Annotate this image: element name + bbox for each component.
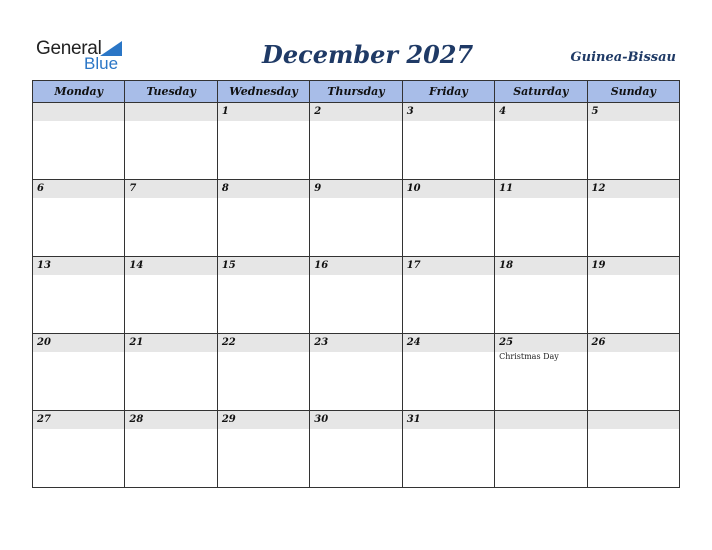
logo-blue-text: Blue — [84, 54, 119, 73]
day-number: 25 — [495, 334, 586, 352]
day-number — [495, 411, 586, 429]
day-cell — [310, 103, 402, 180]
weekday-header: Wednesday — [217, 81, 309, 103]
day-cell — [310, 257, 402, 334]
weekday-header: Monday — [33, 81, 125, 103]
day-number: 10 — [403, 180, 494, 198]
day-number: 22 — [218, 334, 309, 352]
day-number: 31 — [403, 411, 494, 429]
day-cell — [125, 334, 217, 411]
weekday-header: Sunday — [587, 81, 679, 103]
week-row — [33, 411, 680, 488]
day-number: 18 — [495, 257, 586, 275]
weekday-header: Friday — [402, 81, 494, 103]
day-cell — [217, 180, 309, 257]
day-number: 14 — [125, 257, 216, 275]
day-number: 30 — [310, 411, 401, 429]
day-number: 9 — [310, 180, 401, 198]
day-cell — [587, 411, 679, 488]
day-cell — [402, 180, 494, 257]
day-cell — [33, 103, 125, 180]
day-cell — [33, 334, 125, 411]
weekday-header: Thursday — [310, 81, 402, 103]
day-number: 5 — [588, 103, 679, 121]
day-cell — [33, 180, 125, 257]
week-row — [33, 334, 680, 411]
day-cell — [495, 411, 587, 488]
day-cell — [402, 103, 494, 180]
day-cell — [495, 103, 587, 180]
day-cell — [587, 180, 679, 257]
day-number: 16 — [310, 257, 401, 275]
day-number: 17 — [403, 257, 494, 275]
week-row — [33, 180, 680, 257]
day-cell — [495, 180, 587, 257]
day-number: 2 — [310, 103, 401, 121]
day-cell — [310, 180, 402, 257]
country-label: Guinea-Bissau — [570, 50, 676, 65]
day-number: 12 — [588, 180, 679, 198]
day-cell — [310, 411, 402, 488]
weekday-header-row — [33, 81, 680, 103]
weekday-header: Tuesday — [125, 81, 217, 103]
day-cell — [495, 257, 587, 334]
day-cell — [125, 257, 217, 334]
day-cell — [33, 257, 125, 334]
weekday-header: Saturday — [495, 81, 587, 103]
day-number: 3 — [403, 103, 494, 121]
day-number: 26 — [588, 334, 679, 352]
day-cell — [125, 411, 217, 488]
day-cell — [402, 334, 494, 411]
day-cell — [217, 103, 309, 180]
day-number: 11 — [495, 180, 586, 198]
day-number: 19 — [588, 257, 679, 275]
day-cell — [217, 411, 309, 488]
day-number: 20 — [33, 334, 124, 352]
day-number: 23 — [310, 334, 401, 352]
day-number: 24 — [403, 334, 494, 352]
day-number: 4 — [495, 103, 586, 121]
day-number — [588, 411, 679, 429]
day-number — [125, 103, 216, 121]
day-number: 6 — [33, 180, 124, 198]
day-cell — [310, 334, 402, 411]
day-number: 8 — [218, 180, 309, 198]
day-number: 13 — [33, 257, 124, 275]
day-number — [33, 103, 124, 121]
day-number: 1 — [218, 103, 309, 121]
day-cell — [587, 257, 679, 334]
logo-general-text: General — [36, 38, 102, 59]
day-cell — [217, 257, 309, 334]
week-row — [33, 103, 680, 180]
holiday-label: Christmas Day — [499, 352, 559, 361]
calendar-grid — [32, 80, 680, 488]
day-cell — [495, 334, 587, 411]
day-number: 27 — [33, 411, 124, 429]
week-row — [33, 257, 680, 334]
day-cell — [217, 334, 309, 411]
day-cell — [402, 411, 494, 488]
day-number: 7 — [125, 180, 216, 198]
day-cell — [125, 180, 217, 257]
day-number: 28 — [125, 411, 216, 429]
day-cell — [587, 334, 679, 411]
day-number: 29 — [218, 411, 309, 429]
day-number: 21 — [125, 334, 216, 352]
generalblue-logo — [36, 38, 136, 74]
day-cell — [125, 103, 217, 180]
day-cell — [402, 257, 494, 334]
day-number: 15 — [218, 257, 309, 275]
day-cell — [33, 411, 125, 488]
page-title: December 2027 — [262, 40, 474, 69]
day-cell — [587, 103, 679, 180]
